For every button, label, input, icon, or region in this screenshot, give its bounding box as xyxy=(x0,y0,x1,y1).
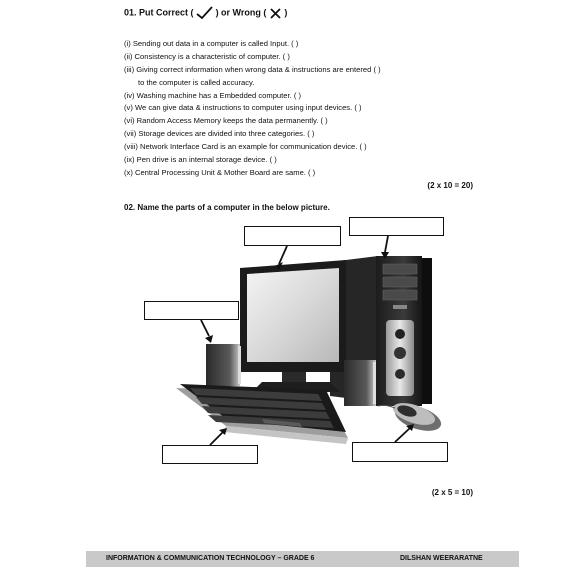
question-2-marks: (2 x 5 = 10) xyxy=(431,488,473,497)
arrow-to-system-unit xyxy=(381,236,389,259)
arrow-to-mouse xyxy=(395,424,414,442)
statement-1: (i) Sending out data in a computer is called Input. ( ) xyxy=(124,39,299,48)
arrow-to-keyboard xyxy=(210,428,227,445)
statement-3: (iii) Giving correct information when wrong data & instructions are entered ( ) xyxy=(124,65,381,74)
arrow-to-speaker xyxy=(201,320,213,343)
statement-7: (vii) Storage devices are divided into three categories. ( ) xyxy=(124,129,315,138)
statement-8: (viii) Network Interface Card is an example for communication device. ( ) xyxy=(124,142,367,151)
keyboard xyxy=(176,384,348,444)
footer-author: DILSHAN WEERARATNE xyxy=(400,555,483,562)
question-1-title-middle: ) or Wrong ( xyxy=(215,7,267,18)
left-speaker xyxy=(206,344,241,386)
page-footer xyxy=(86,551,519,567)
question-1-title-suffix: ) xyxy=(284,7,288,18)
statement-2: (ii) Consistency is a characteristic of computer. ( ) xyxy=(124,52,290,61)
statement-6: (vi) Random Access Memory keeps the data permanently. ( ) xyxy=(124,116,328,125)
statement-10: (x) Central Processing Unit & Mother Board are same. ( ) xyxy=(124,168,316,177)
right-speaker xyxy=(344,360,376,406)
statement-9: (ix) Pen drive is an internal storage device. ( ) xyxy=(124,155,277,164)
question-1-marks: (2 x 10 = 20) xyxy=(427,181,473,190)
footer-subject: INFORMATION & COMMUNICATION TECHNOLOGY – GRADE 6 xyxy=(106,555,315,562)
statement-3-continued: to the computer is called accuracy. xyxy=(138,78,255,87)
question-2-title: 02. Name the parts of a computer in the below picture. xyxy=(124,203,330,212)
statement-5: (v) We can give data & instructions to computer using input devices. ( ) xyxy=(124,103,362,112)
statement-4: (iv) Washing machine has a Embedded computer. ( ) xyxy=(124,91,301,100)
question-1-title-prefix: 01. Put Correct ( xyxy=(124,7,194,18)
